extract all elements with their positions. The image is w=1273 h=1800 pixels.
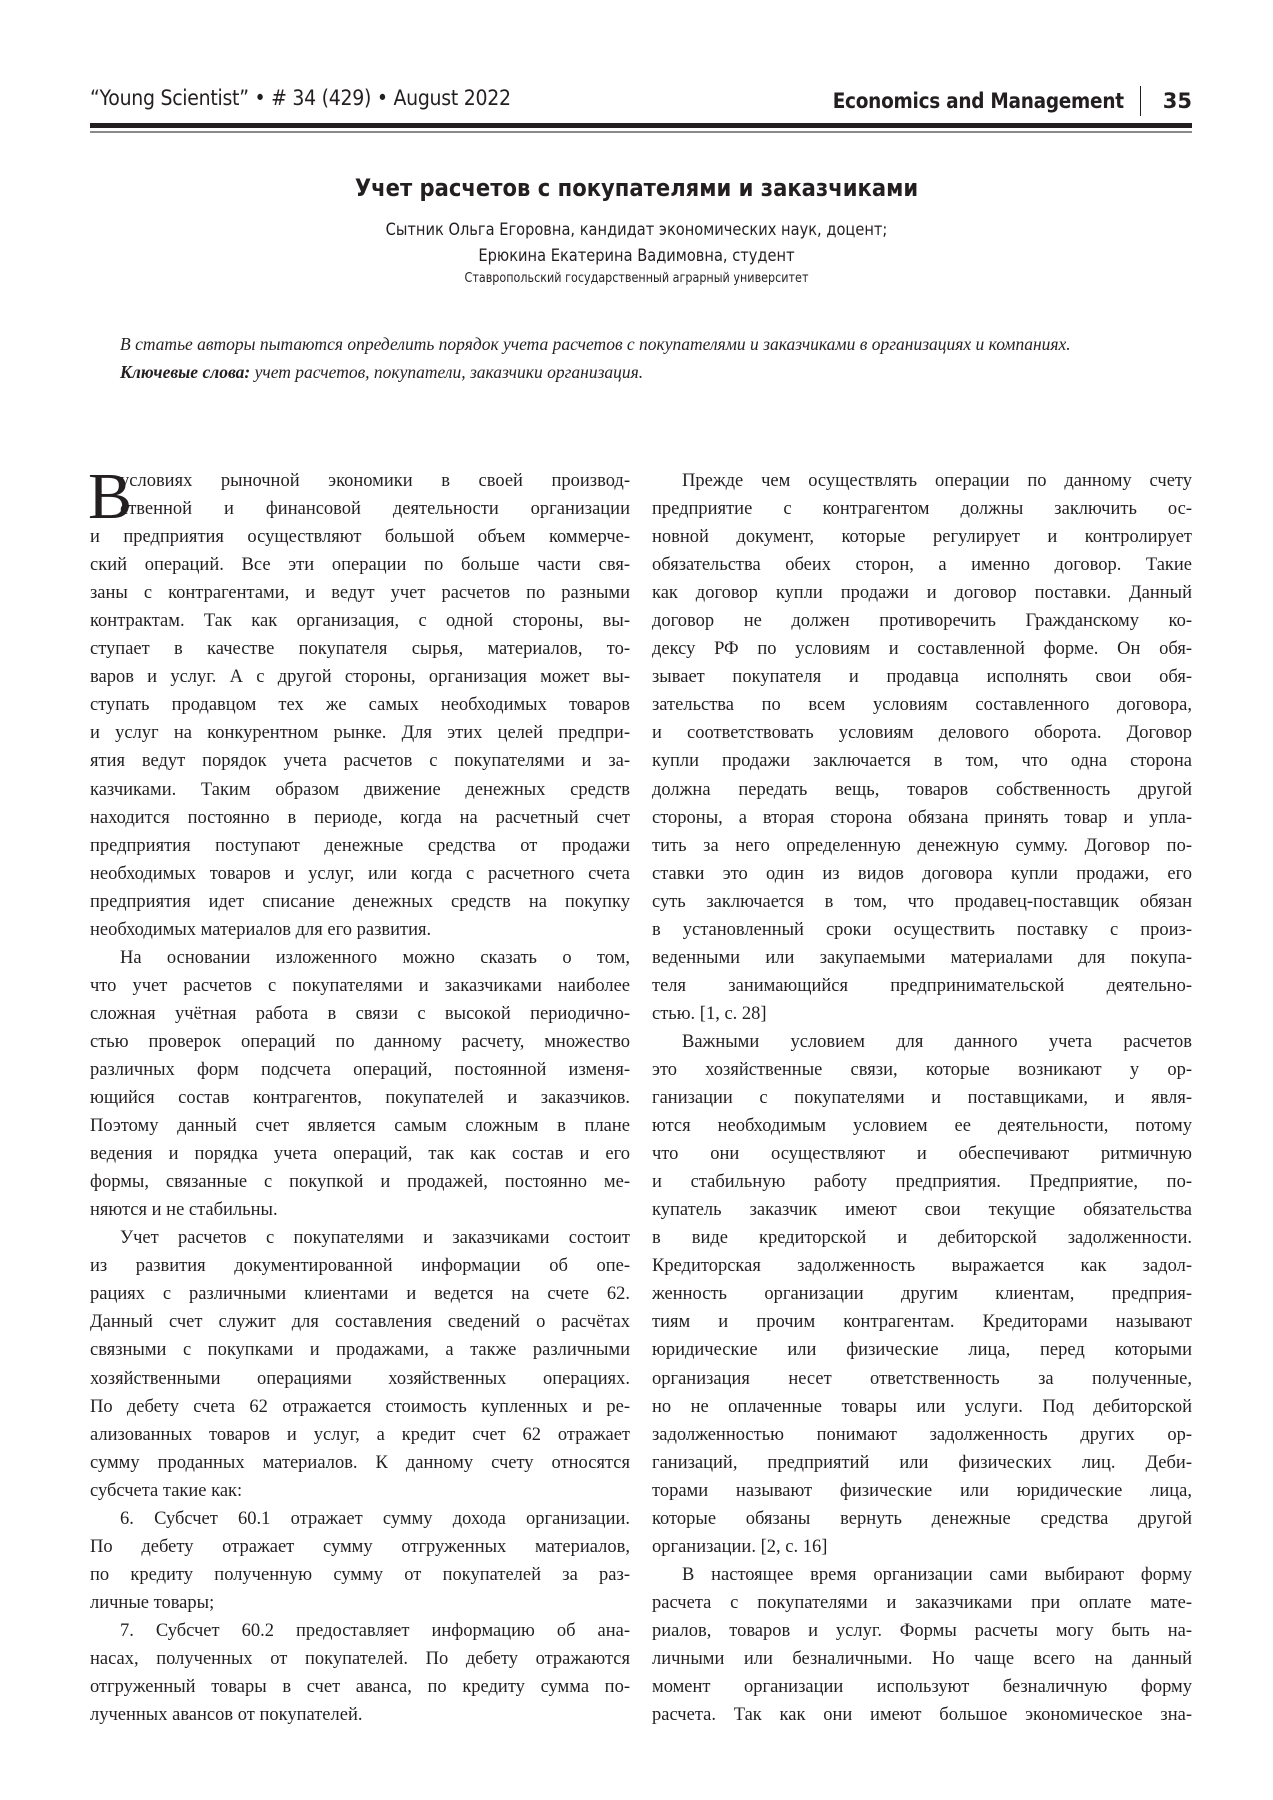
drop-cap: В xyxy=(88,460,133,533)
text-line: которые обязаны вернуть денежные средства другой xyxy=(652,1508,1192,1529)
text-line: ются необходимым условием ее деятельности, потому xyxy=(652,1116,1192,1137)
text-line: в установленный сроки осуществить поставку с произ- xyxy=(652,919,1192,940)
text-line: но не оплаченные товары или услуги. Под дебиторской xyxy=(652,1396,1192,1417)
text-line: организация несет ответственность за полученные, xyxy=(652,1368,1192,1389)
text-line: На основании изложенного можно сказать о том, xyxy=(120,947,630,968)
text-line: няются и не стабильны. xyxy=(90,1200,278,1221)
text-line: ющийся состав контрагентов, покупателей и заказчиков. xyxy=(90,1088,630,1109)
text-line: заны с контрагентами, и ведут учет расчетов по разными xyxy=(90,583,630,604)
text-line: стью проверок операций по данному расчету, множество xyxy=(90,1031,630,1052)
text-line: различных форм подсчета операций, постоянной изменя- xyxy=(90,1059,630,1080)
abstract-block xyxy=(90,330,1192,386)
text-line: что они осуществляют и обеспечивают ритмичную xyxy=(652,1144,1192,1165)
text-line: в виде кредиторской и дебиторской задолженности. xyxy=(652,1228,1192,1249)
page-number: 35 xyxy=(1162,89,1192,113)
text-line: находится постоянно в периоде, когда на расчетный счет xyxy=(90,807,630,828)
text-line: насах, полученных от покупателей. По дебету отражаются xyxy=(90,1648,630,1669)
keywords xyxy=(90,358,1192,386)
header-rule-thin xyxy=(90,131,1192,133)
text-line: личными или безналичными. Но чаще всего на данный xyxy=(652,1648,1192,1669)
text-line: По дебету отражает сумму отгруженных материалов, xyxy=(90,1536,630,1557)
article-title: Учет расчетов с покупателями и заказчиками xyxy=(354,174,919,202)
author-2: Ерюкина Екатерина Вадимовна, студент xyxy=(478,246,795,266)
text-line: необходимых материалов для его развития. xyxy=(90,919,432,940)
text-line: ганизации с покупателями и поставщиками, и явля- xyxy=(652,1088,1192,1109)
text-line: риалов, товаров и услуг. Формы расчеты могу быть на- xyxy=(652,1620,1192,1641)
text-line: расчета. Так как они имеют большое экономическое зна- xyxy=(652,1705,1192,1726)
header-rule-thick xyxy=(90,123,1192,128)
text-line: хозяйственными операциями хозяйственных операциях. xyxy=(90,1368,630,1389)
text-line: дексу РФ по условиям и составленной форме. Он обя- xyxy=(652,639,1192,660)
section-name: Economics and Management xyxy=(832,89,1124,113)
text-line: ятия ведут порядок учета расчетов с покупателями и за- xyxy=(90,751,630,772)
text-line: обязательства обеих сторон, а именно договор. Такие xyxy=(652,555,1192,576)
text-line: теля занимающийся предпринимательской деятельно- xyxy=(652,975,1192,996)
text-line: из развития документированной информации об опе- xyxy=(90,1256,630,1277)
text-line: суть заключается в том, что продавец-поставщик обязан xyxy=(652,891,1192,912)
text-line: Поэтому данный счет является самым сложным в плане xyxy=(90,1116,630,1137)
text-line: предприятия поступают денежные средства от продажи xyxy=(90,835,630,856)
text-line: сложная учётная работа в связи с высокой периодично- xyxy=(90,1003,630,1024)
text-line: момент организации используют безналичную форму xyxy=(652,1677,1192,1698)
text-line: Важными условием для данного учета расчетов xyxy=(682,1031,1192,1052)
text-line: связными с покупками и продажами, а также различными xyxy=(90,1340,630,1361)
text-line: личные товары; xyxy=(90,1592,215,1613)
text-line: субсчета такие как: xyxy=(90,1480,243,1501)
text-line: 6. Субсчет 60.1 отражает сумму дохода организации. xyxy=(120,1508,630,1529)
text-line: ственной и финансовой деятельности организации xyxy=(120,499,630,520)
abstract: В статье авторы пытаются определить порядок учета расчетов с покупателями и заказчиками в организациях и компаниях. xyxy=(120,334,1071,354)
text-line: организации. [2, с. 16] xyxy=(652,1536,828,1557)
text-line: договор не должен противоречить Гражданскому ко- xyxy=(652,611,1192,632)
text-line: купли продажи заключается в том, что одна сторона xyxy=(652,751,1192,772)
text-line: ступать продавцом тех же самых необходимых товаров xyxy=(90,695,630,716)
paragraph xyxy=(90,944,630,1224)
body-column-left xyxy=(88,460,630,1729)
text-line: зывает покупателя и продавца исполнять свои обя- xyxy=(652,667,1192,688)
text-line: ведения и порядка учета операций, так как состав и его xyxy=(90,1144,630,1165)
journal-issue: “Young Scientist” • # 34 (429) • August 2022 xyxy=(90,86,511,110)
text-line: Прежде чем осуществлять операции по данному счету xyxy=(682,471,1192,491)
text-line: расчета с покупателями и заказчиками при оплате мате- xyxy=(652,1592,1192,1613)
paragraph xyxy=(652,467,1192,1028)
text-line: Кредиторская задолженность выражается как задол- xyxy=(652,1256,1192,1277)
text-line: что учет расчетов с покупателями и заказчиками наиболее xyxy=(90,975,630,996)
text-line: Данный счет служит для составления сведений о расчётах xyxy=(90,1312,630,1333)
text-line: ганизаций, предприятий или физических лиц. Деби- xyxy=(652,1452,1192,1473)
text-line: Учет расчетов с покупателями и заказчиками состоит xyxy=(120,1228,630,1249)
text-line: В настоящее время организации сами выбирают форму xyxy=(682,1564,1192,1585)
text-line: По дебету счета 62 отражается стоимость купленных и ре- xyxy=(90,1396,630,1417)
text-line: предприятие с контрагентом должны заключить ос- xyxy=(652,499,1192,520)
text-line: задолженностью понимают задолженность других ор- xyxy=(652,1424,1192,1445)
keywords-label: Ключевые слова: xyxy=(120,362,251,382)
paragraph xyxy=(90,1505,630,1617)
text-line: торами называют физические или юридические лица, xyxy=(652,1480,1192,1501)
text-line: новной документ, которые регулирует и контролирует xyxy=(652,527,1192,548)
text-line: варов и услуг. А с другой стороны, организация может вы- xyxy=(90,667,630,688)
text-line: рациях с различными клиентами и ведется на счете 62. xyxy=(90,1284,630,1305)
text-line: как договор купли продажи и договор поставки. Данный xyxy=(652,583,1192,604)
text-line: должна передать вещь, товаров собственность другой xyxy=(652,779,1192,800)
paragraph xyxy=(652,1561,1192,1729)
paragraph xyxy=(652,1028,1192,1561)
text-line: женность организации другим клиентам, предприя- xyxy=(652,1284,1192,1305)
text-line: стью. [1, с. 28] xyxy=(652,1003,767,1024)
keywords-text: учет расчетов, покупатели, заказчики организация. xyxy=(250,362,644,382)
text-line: контрактам. Так как организация, с одной стороны, вы- xyxy=(90,611,630,632)
text-line: предприятия идет списание денежных средств на покупку xyxy=(90,891,630,912)
text-line: ставки это один из видов договора купли продажи, его xyxy=(652,863,1192,884)
text-line: юридические или физические лица, перед которыми xyxy=(652,1340,1192,1361)
paragraph xyxy=(88,460,630,944)
author-1: Сытник Ольга Егоровна, кандидат экономических наук, доцент; xyxy=(385,220,888,240)
text-line: ступает в качестве покупателя сырья, материалов, то- xyxy=(90,639,630,660)
text-line: формы, связанные с покупкой и продажей, постоянно ме- xyxy=(90,1172,630,1193)
text-line: и услуг на конкурентном рынке. Для этих целей предпри- xyxy=(90,723,630,744)
body-column-right xyxy=(652,467,1192,1729)
text-line: это хозяйственные связи, которые возникают у ор- xyxy=(652,1059,1192,1080)
text-line: отгруженный товары в счет аванса, по кредиту сумма по- xyxy=(90,1677,630,1698)
text-line: по кредиту полученную сумму от покупателей за раз- xyxy=(90,1564,630,1585)
text-line: ский операций. Все эти операции по больше части свя- xyxy=(90,555,630,576)
text-line: 7. Субсчет 60.2 предоставляет информацию об ана- xyxy=(120,1620,630,1641)
text-line: купатель заказчик имеют свои текущие обязательства xyxy=(652,1200,1192,1221)
paragraph xyxy=(90,1617,630,1729)
running-header-bar xyxy=(90,86,1192,118)
text-line: тить за него определенную денежную сумму. Договор по- xyxy=(652,835,1192,856)
affiliation: Ставропольский государственный аграрный университет xyxy=(464,271,809,286)
section-and-page xyxy=(793,86,1192,116)
text-line: и соответствовать условиям делового оборота. Договор xyxy=(652,723,1192,744)
text-line: сумму проданных материалов. К данному счету относятся xyxy=(90,1452,630,1473)
text-line: условиях рыночной экономики в своей производ- xyxy=(120,471,630,491)
text-line: необходимых товаров и услуг, или когда с расчетного счета xyxy=(90,863,630,884)
text-line: зательства по всем условиям составленного договора, xyxy=(652,695,1192,716)
text-line: и стабильную работу предприятия. Предприятие, по- xyxy=(652,1172,1192,1193)
paragraph xyxy=(90,1224,630,1504)
text-line: и предприятия осуществляют большой объем коммерче- xyxy=(90,527,630,548)
text-line: лученных авансов от покупателей. xyxy=(90,1705,363,1726)
header-separator xyxy=(1140,86,1141,116)
text-line: казчиками. Таким образом движение денежных средств xyxy=(90,779,630,800)
text-line: тиям и прочим контрагентам. Кредиторами называют xyxy=(652,1312,1192,1333)
text-line: стороны, а вторая сторона обязана принять товар и упла- xyxy=(652,807,1192,828)
text-line: веденными или закупаемыми материалами для покупа- xyxy=(652,947,1192,968)
text-line: ализованных товаров и услуг, а кредит счет 62 отражает xyxy=(90,1424,630,1445)
